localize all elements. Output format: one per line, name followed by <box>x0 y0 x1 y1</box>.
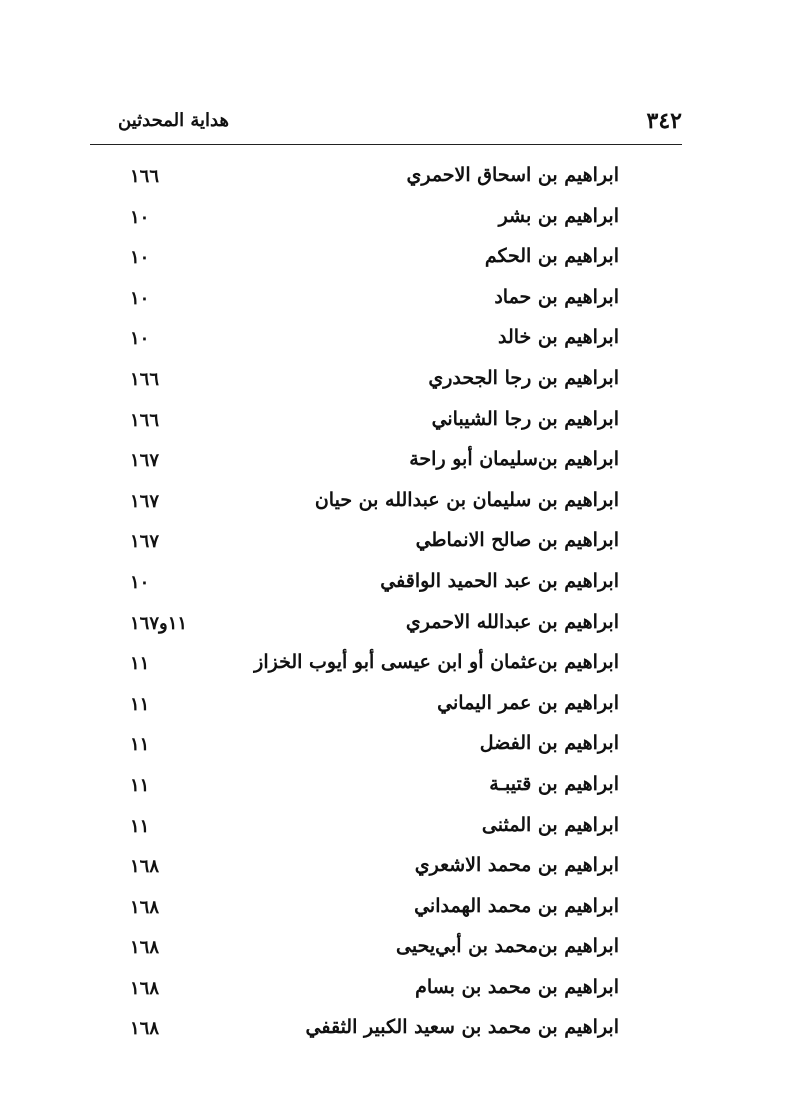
entry-page-ref: ١٠ <box>130 287 150 309</box>
index-entry <box>0 810 809 851</box>
entry-page-ref: ١٦٨ <box>130 977 160 999</box>
entry-page-ref: ١٦٨ <box>130 937 160 959</box>
index-entry <box>0 322 809 363</box>
entry-page-ref: ١٦٧ <box>130 531 160 553</box>
running-title: هداية المحدثين <box>118 110 229 131</box>
entry-name: ابراهيم بن المثنى <box>481 813 619 836</box>
entry-name: ابراهيم بن سليمان بن عبدالله بن حيان <box>314 488 619 511</box>
index-entry <box>0 931 809 972</box>
entry-page-ref: ١٠ <box>130 571 150 593</box>
index-entry <box>0 241 809 282</box>
page-header <box>90 100 682 140</box>
entry-name: ابراهيم بن محمد بن سعيد الكبير الثقفي <box>305 1016 619 1039</box>
entry-name: ابراهيم بن قتيبـة <box>489 772 619 795</box>
entry-page-ref: ١٦٨ <box>130 856 160 878</box>
index-entry <box>0 972 809 1013</box>
index-entry <box>0 282 809 323</box>
entry-page-ref: ١٦٨ <box>130 896 160 918</box>
entry-name: ابراهيم بن رجا الجحدري <box>428 366 619 389</box>
entry-name: ابراهيم بن بشر <box>498 204 619 227</box>
entry-name: ابراهيم بن رجا الشيباني <box>431 407 619 430</box>
index-list <box>0 160 809 1053</box>
entry-page-ref: ١٠ <box>130 328 150 350</box>
entry-page-ref: ١٦٧ <box>130 490 160 512</box>
entry-name: ابراهيم بن حماد <box>494 285 619 308</box>
entry-name: ابراهيم بن عبدالله الاحمري <box>405 610 619 633</box>
index-entry <box>0 607 809 648</box>
entry-name: ابراهيم بن صالح الانماطي <box>415 529 619 552</box>
entry-page-ref: ١١ <box>130 815 150 837</box>
entry-name: ابراهيم بن محمد الاشعري <box>414 854 619 877</box>
entry-name: ابراهيم بن‌محمد بن أبي‌يحيى <box>396 935 619 958</box>
index-entry <box>0 201 809 242</box>
index-entry <box>0 891 809 932</box>
entry-page-ref: ١١ <box>130 734 150 756</box>
index-entry <box>0 1012 809 1053</box>
entry-page-ref: ١١ <box>130 774 150 796</box>
entry-name: ابراهيم بن‌سليمان أبو راحة <box>409 448 619 471</box>
entry-page-ref: ١٦٧ <box>130 450 160 472</box>
index-entry <box>0 485 809 526</box>
entry-name: ابراهيم بن الفضل <box>479 732 619 755</box>
index-entry <box>0 728 809 769</box>
entry-page-ref: ١٠ <box>130 206 150 228</box>
entry-name: ابراهيم بن اسحاق الاحمري <box>406 164 619 186</box>
entry-page-ref: ١٦٨ <box>130 1018 160 1040</box>
index-entry <box>0 566 809 607</box>
index-entry <box>0 769 809 810</box>
entry-page-ref: ١١ <box>130 693 150 715</box>
index-entry <box>0 444 809 485</box>
entry-page-ref: ١٦٦ <box>130 368 160 390</box>
entry-name: ابراهيم بن الحكم <box>484 245 619 268</box>
entry-page-ref: ١٠ <box>130 247 150 269</box>
index-entry <box>0 404 809 445</box>
entry-page-ref: ١٦٦ <box>130 166 160 187</box>
index-entry <box>0 647 809 688</box>
index-entry <box>0 688 809 729</box>
index-entry <box>0 160 809 201</box>
entry-name: ابراهيم بن محمد بن بسام <box>415 975 619 998</box>
index-entry <box>0 525 809 566</box>
entry-page-ref: ١٦٦ <box>130 409 160 431</box>
entry-page-ref: ١١ <box>130 653 150 675</box>
entry-name: ابراهيم بن عمر اليماني <box>437 691 619 714</box>
page-number: ٣٤٢ <box>646 108 682 134</box>
entry-name: ابراهيم بن خالد <box>497 326 619 349</box>
entry-name: ابراهيم بن محمد الهمداني <box>414 894 619 917</box>
entry-page-ref: ١١و١٦٧ <box>130 612 188 634</box>
index-entry <box>0 850 809 891</box>
entry-name: ابراهيم بن عبد الحميد الواقفي <box>380 569 619 592</box>
entry-name: ابراهيم بن‌عثمان أو ابن عيسى أبو أيوب الخزاز <box>254 651 619 674</box>
header-rule <box>90 144 682 145</box>
index-entry <box>0 363 809 404</box>
